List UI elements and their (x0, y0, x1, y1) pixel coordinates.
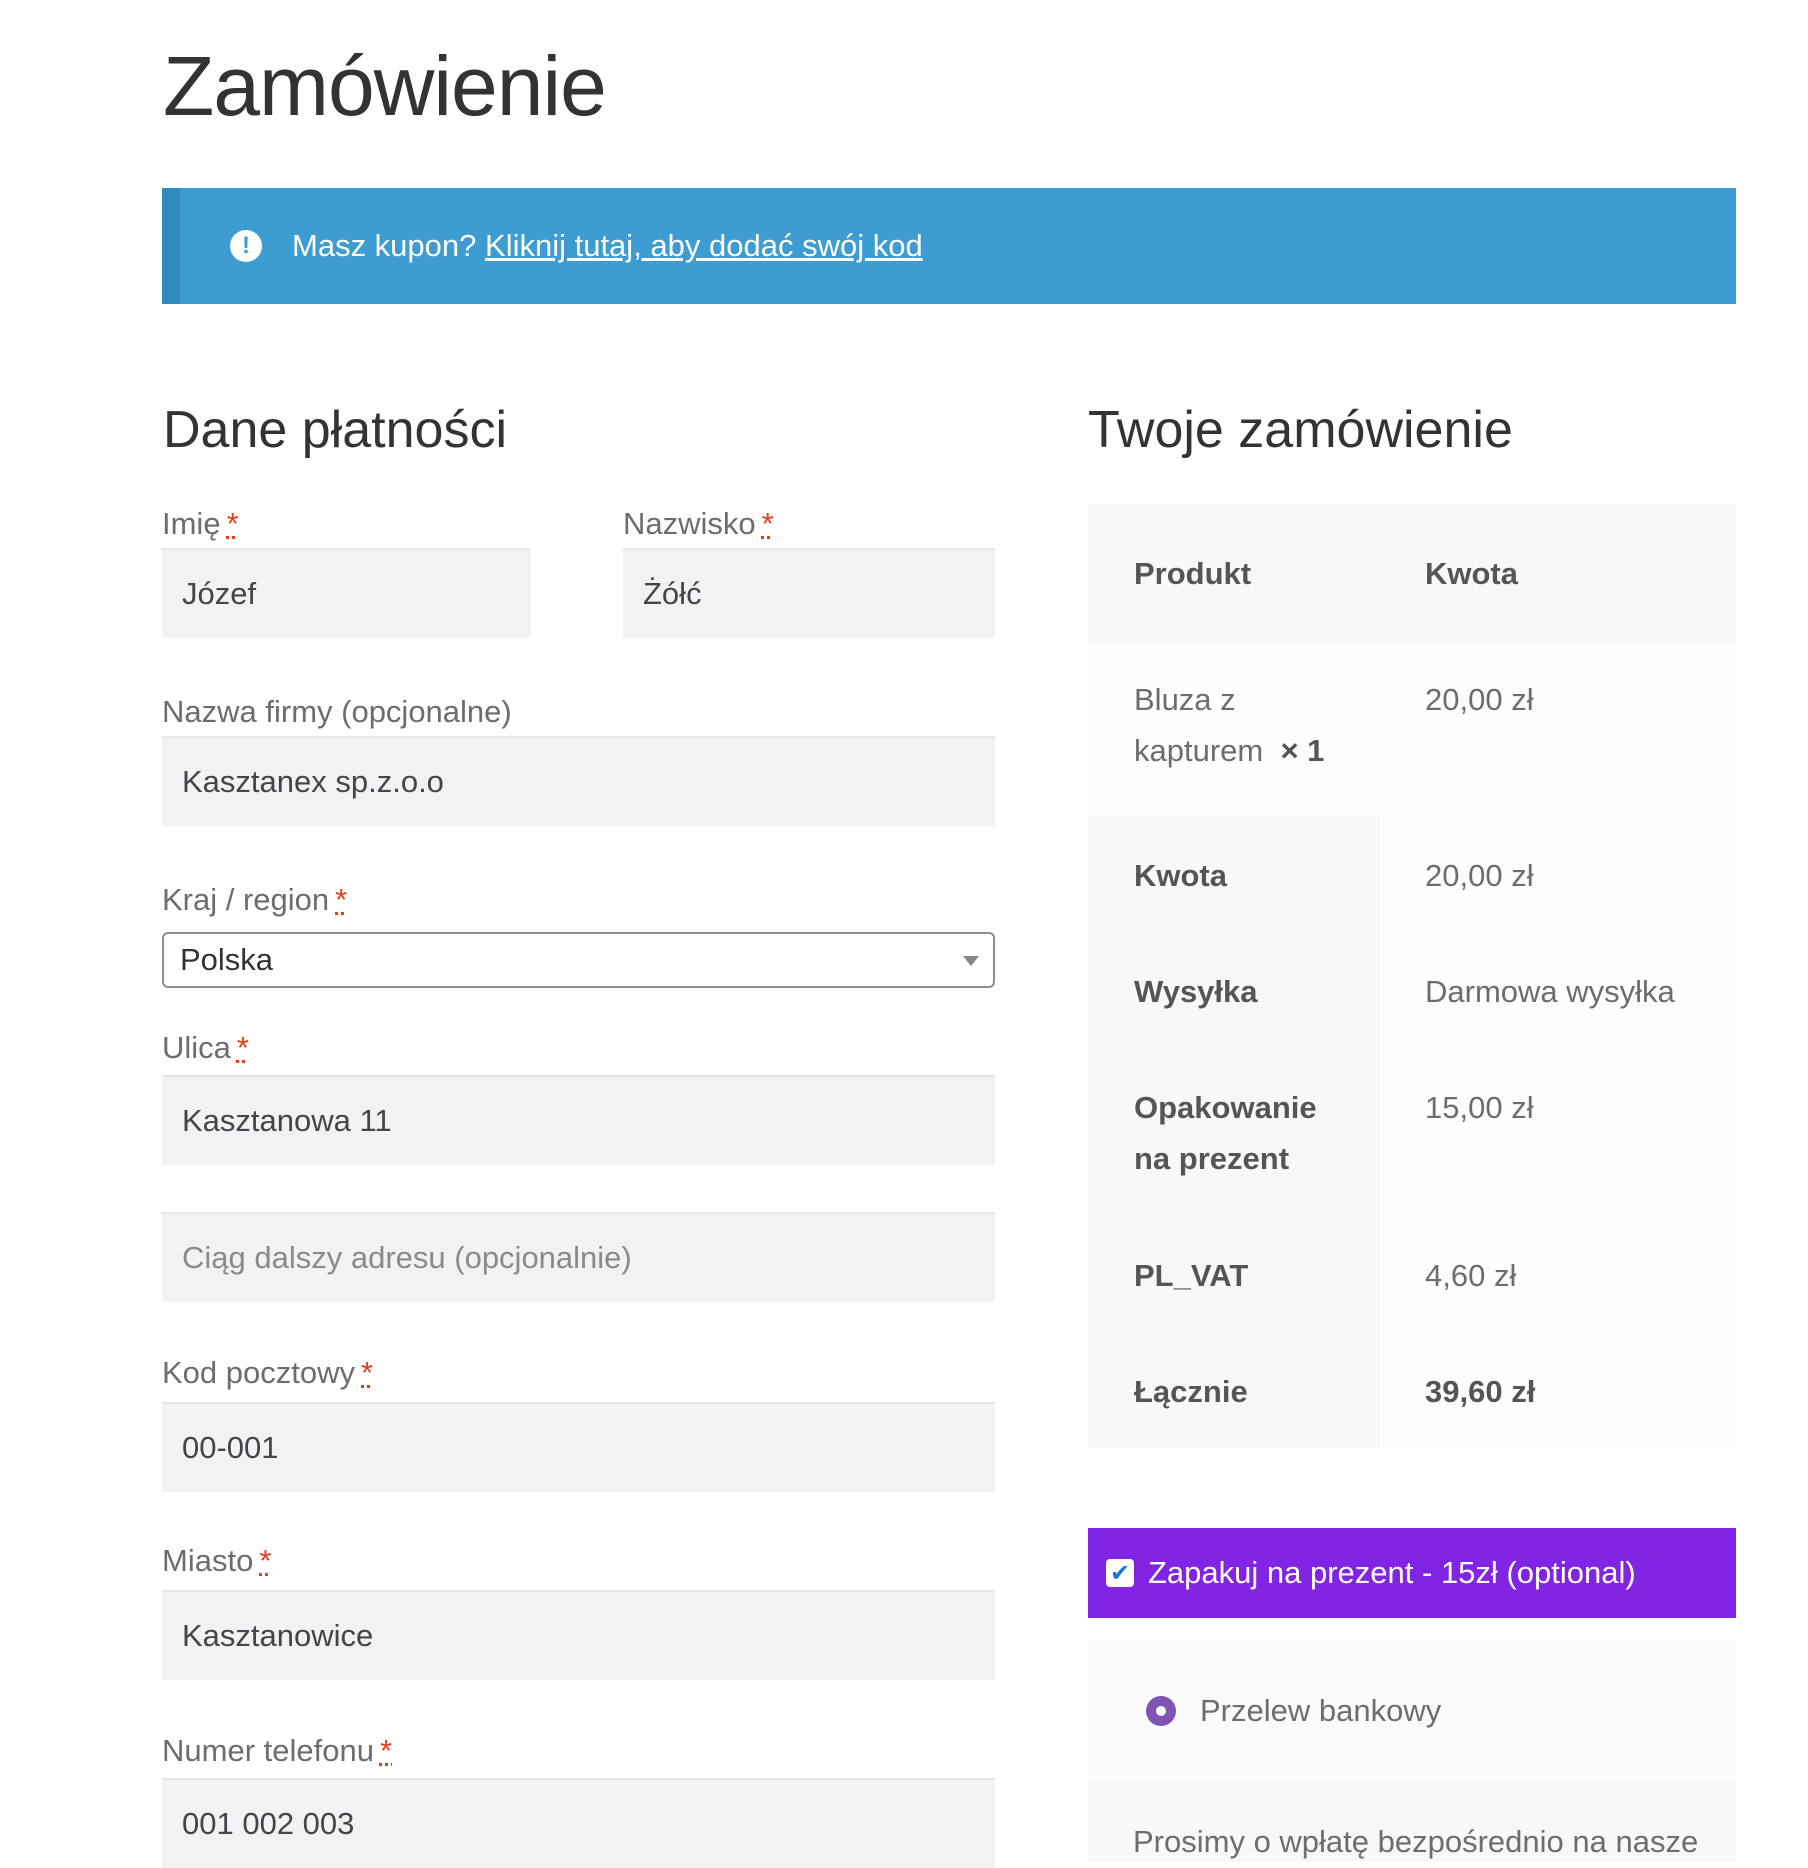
giftwrap-fee-value: 15,00 zł (1425, 1090, 1534, 1125)
required-mark: * (259, 1543, 272, 1578)
country-label: Kraj / region * (162, 882, 348, 917)
giftwrap-fee-label: Opakowanie na prezent (1134, 1090, 1317, 1176)
city-label: Miasto * (162, 1543, 272, 1578)
required-mark: * (236, 1030, 249, 1065)
street-label: Ulica * (162, 1030, 249, 1065)
required-mark: * (335, 882, 348, 917)
shipping-value: Darmowa wysyłka (1425, 974, 1675, 1009)
giftwrap-label: Zapakuj na prezent - 15zł (optional) (1148, 1555, 1636, 1590)
page-title: Zamówienie (163, 39, 606, 133)
giftwrap-checkbox[interactable]: ✔ (1106, 1559, 1134, 1587)
subtotal-label: Kwota (1134, 858, 1227, 893)
last-name-input[interactable]: Żółć (623, 548, 995, 638)
order-heading: Twoje zamówienie (1088, 401, 1513, 459)
required-mark: * (761, 506, 774, 541)
company-label: Nazwa firmy (opcjonalne) (162, 694, 512, 729)
shipping-label: Wysyłka (1134, 974, 1258, 1009)
phone-label: Numer telefonu * (162, 1733, 393, 1768)
giftwrap-option[interactable] (1088, 1528, 1736, 1618)
phone-input[interactable]: 001 002 003 (162, 1778, 995, 1868)
payment-method-label: Przelew bankowy (1200, 1693, 1442, 1728)
product-qty: × 1 (1280, 733, 1325, 768)
col-product-header: Produkt (1134, 556, 1252, 591)
col-amount-header: Kwota (1425, 556, 1518, 591)
required-mark: * (361, 1355, 374, 1390)
chevron-down-icon (963, 956, 979, 966)
postcode-label: Kod pocztowy * (162, 1355, 374, 1390)
first-name-input[interactable]: Józef (162, 548, 530, 638)
street2-input[interactable]: Ciąg dalszy adresu (opcjonalnie) (162, 1212, 995, 1302)
company-input[interactable]: Kasztanex sp.z.o.o (162, 736, 995, 826)
payment-method-bacs[interactable] (1088, 1640, 1736, 1782)
billing-heading: Dane płatności (163, 401, 507, 459)
country-select[interactable] (162, 932, 995, 988)
notice-text: Masz kupon? (292, 228, 477, 263)
total-value: 39,60 zł (1425, 1374, 1536, 1409)
product-price: 20,00 zł (1425, 682, 1534, 717)
table-footer (1088, 816, 1736, 1448)
street-input[interactable]: Kasztanowa 11 (162, 1075, 995, 1165)
table-header-row (1088, 504, 1736, 646)
table-row (1088, 646, 1736, 816)
last-name-label: Nazwisko * (623, 506, 774, 541)
tax-value: 4,60 zł (1425, 1258, 1517, 1293)
subtotal-value: 20,00 zł (1425, 858, 1534, 893)
payment-description: Prosimy o wpłatę bezpośrednio na nasze (1133, 1824, 1699, 1859)
payment-methods (1088, 1640, 1736, 1862)
total-label: Łącznie (1134, 1374, 1248, 1409)
required-mark: * (226, 506, 239, 541)
coupon-notice (162, 188, 1736, 304)
country-selected-value: Polska (180, 942, 274, 977)
tax-label: PL_VAT (1134, 1258, 1249, 1293)
postcode-input[interactable]: 00-001 (162, 1402, 995, 1492)
product-name: Bluza z kapturem × 1 (1134, 682, 1325, 768)
first-name-label: Imię * (162, 506, 239, 541)
info-icon: ! (230, 230, 262, 262)
city-input[interactable]: Kasztanowice (162, 1590, 995, 1680)
payment-radio[interactable] (1146, 1696, 1176, 1726)
add-coupon-link[interactable]: Kliknij tutaj, aby dodać swój kod (485, 228, 923, 263)
required-mark: * (379, 1733, 393, 1768)
